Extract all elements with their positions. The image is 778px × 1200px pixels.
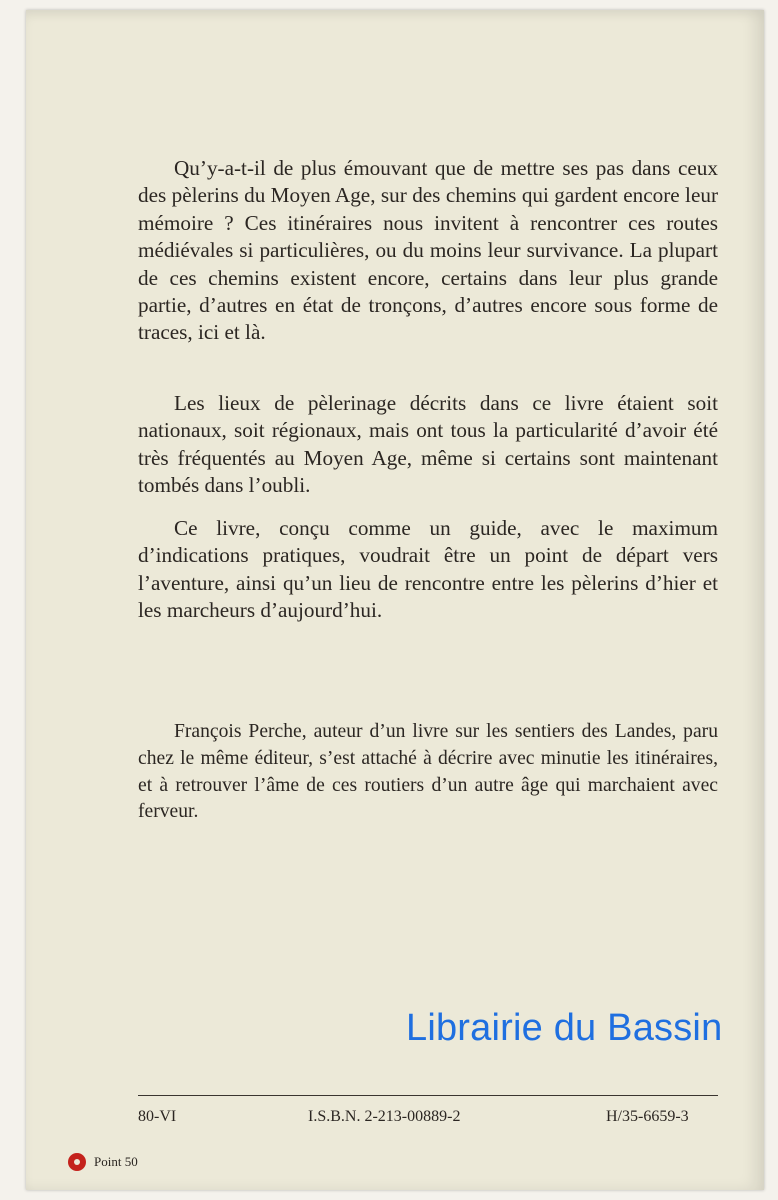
catalog-code: 80-VI bbox=[138, 1108, 177, 1125]
book-back-cover bbox=[26, 10, 764, 1190]
blurb-paragraph-1: Qu’y-a-t-il de plus émouvant que de mettre ses pas dans ceux des pèlerins du Moyen Age, sur des chemins qui gardent encore leur mémoire ? Ces itinéraires nous invitent à rencontrer ces routes médiévales si particulières, ou du moins leur survivance. La plupart de ces chemins existent encore, certains dans leur plus grande partie, d’autres en état de tronçons, d’autres encore sous forme de traces, ici et là. bbox=[138, 156, 718, 345]
publisher-logo-icon bbox=[68, 1153, 86, 1171]
author-note: François Perche, auteur d’un livre sur les sentiers des Landes, paru chez le même éditeur, s’est attaché à décrire avec minutie les itinéraires, et à retrouver l’âme de ces routiers d’un autre âge qui marchaient avec ferveur. bbox=[138, 721, 718, 823]
bookseller-watermark: Librairie du Bassin bbox=[406, 1007, 723, 1049]
reference-code: H/35-6659-3 bbox=[606, 1108, 689, 1125]
blurb-paragraph-3: Ce livre, conçu comme un guide, avec le maximum d’indications pratiques, voudrait être un point de départ vers l’aventure, ainsi qu’un lieu de rencontre entre les pèlerins d’hier et les marcheurs d’aujourd’hui. bbox=[138, 516, 718, 623]
publisher-mark bbox=[68, 1153, 138, 1171]
publisher-name: Point 50 bbox=[94, 1154, 138, 1169]
footer-divider bbox=[138, 1095, 718, 1096]
isbn: I.S.B.N. 2-213-00889-2 bbox=[308, 1108, 461, 1125]
blurb-paragraph-2: Les lieux de pèlerinage décrits dans ce livre étaient soit nationaux, soit régionaux, mais ont tous la particularité d’avoir été très fréquentés au Moyen Age, même si certains sont maintenant tombés dans l’oubli. bbox=[138, 391, 718, 498]
